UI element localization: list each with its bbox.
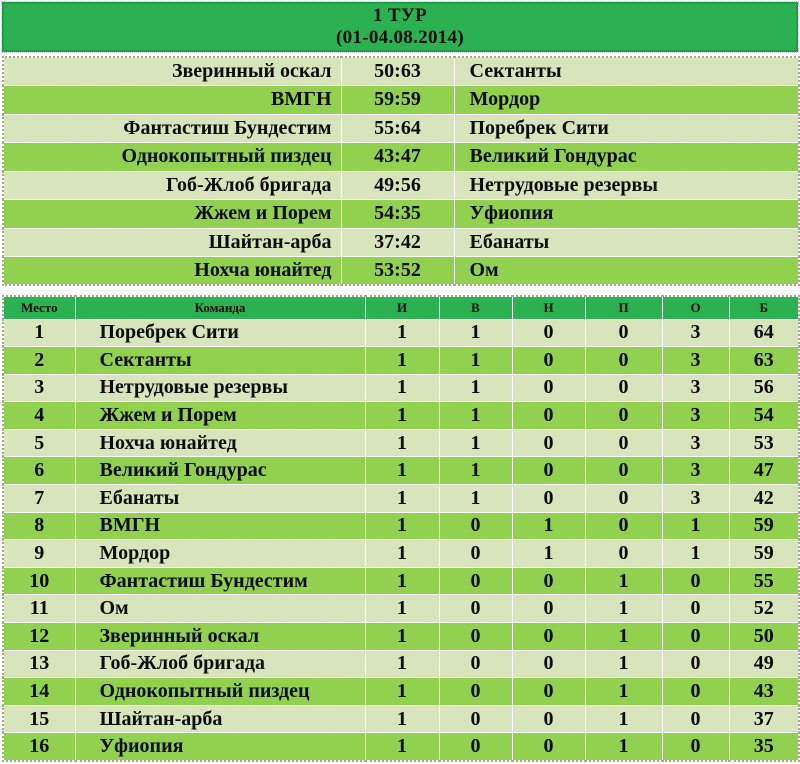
draws-cell: 0 <box>512 623 585 651</box>
home-team-cell: Фантастиш Бундестим <box>3 114 341 143</box>
score-points-cell: 43 <box>729 678 799 706</box>
points-cell: 3 <box>662 319 729 347</box>
team-cell: Шайтан-арба <box>75 705 365 733</box>
place-cell: 11 <box>3 595 75 623</box>
points-cell: 0 <box>662 595 729 623</box>
score-points-cell: 47 <box>729 457 799 485</box>
place-cell: 12 <box>3 623 75 651</box>
score-cell: 53:52 <box>341 257 454 286</box>
wins-cell: 1 <box>439 485 512 513</box>
score-cell: 43:47 <box>341 143 454 172</box>
losses-cell: 0 <box>585 540 662 568</box>
place-cell: 6 <box>3 457 75 485</box>
draws-cell: 0 <box>512 595 585 623</box>
place-cell: 10 <box>3 567 75 595</box>
games-cell: 1 <box>365 347 439 375</box>
place-cell: 13 <box>3 650 75 678</box>
wins-cell: 1 <box>439 347 512 375</box>
team-cell: Нохча юнайтед <box>75 429 365 457</box>
score-cell: 37:42 <box>341 228 454 257</box>
losses-cell: 0 <box>585 512 662 540</box>
match-row <box>3 114 799 143</box>
team-cell: Зверинный оскал <box>75 623 365 651</box>
games-cell: 1 <box>365 319 439 347</box>
standings-row <box>3 623 799 651</box>
score-points-cell: 64 <box>729 319 799 347</box>
team-cell: Поребрек Сити <box>75 319 365 347</box>
standings-row <box>3 485 799 513</box>
score-cell: 50:63 <box>341 57 454 86</box>
points-cell: 0 <box>662 733 729 761</box>
wins-cell: 1 <box>439 319 512 347</box>
place-cell: 1 <box>3 319 75 347</box>
wins-cell: 0 <box>439 512 512 540</box>
wins-cell: 1 <box>439 402 512 430</box>
standings-row <box>3 705 799 733</box>
team-cell: Сектанты <box>75 347 365 375</box>
score-cell: 49:56 <box>341 171 454 200</box>
draws-cell: 0 <box>512 485 585 513</box>
draws-cell: 0 <box>512 402 585 430</box>
match-row <box>3 171 799 200</box>
standings-row <box>3 540 799 568</box>
place-cell: 3 <box>3 374 75 402</box>
team-cell: Нетрудовые резервы <box>75 374 365 402</box>
away-team-cell: Мордор <box>454 86 799 115</box>
standings-header-cell: В <box>439 296 512 319</box>
games-cell: 1 <box>365 429 439 457</box>
standings-header-cell: О <box>662 296 729 319</box>
home-team-cell: Гоб-Жлоб бригада <box>3 171 341 200</box>
home-team-cell: Зверинный оскал <box>3 57 341 86</box>
standings-header-cell: Место <box>3 296 75 319</box>
score-points-cell: 53 <box>729 429 799 457</box>
losses-cell: 1 <box>585 567 662 595</box>
losses-cell: 0 <box>585 457 662 485</box>
away-team-cell: Сектанты <box>454 57 799 86</box>
away-team-cell: Ебанаты <box>454 228 799 257</box>
place-cell: 15 <box>3 705 75 733</box>
standings-header-cell: Команда <box>75 296 365 319</box>
score-cell: 55:64 <box>341 114 454 143</box>
place-cell: 7 <box>3 485 75 513</box>
losses-cell: 0 <box>585 402 662 430</box>
standings-header-row <box>3 296 799 319</box>
draws-cell: 0 <box>512 733 585 761</box>
match-row <box>3 86 799 115</box>
points-cell: 3 <box>662 485 729 513</box>
games-cell: 1 <box>365 678 439 706</box>
away-team-cell: Великий Гондурас <box>454 143 799 172</box>
draws-cell: 1 <box>512 512 585 540</box>
team-cell: Ом <box>75 595 365 623</box>
draws-cell: 0 <box>512 429 585 457</box>
losses-cell: 0 <box>585 319 662 347</box>
team-cell: Однокопытный пиздец <box>75 678 365 706</box>
games-cell: 1 <box>365 623 439 651</box>
standings-row <box>3 512 799 540</box>
draws-cell: 1 <box>512 540 585 568</box>
draws-cell: 0 <box>512 567 585 595</box>
away-team-cell: Нетрудовые резервы <box>454 171 799 200</box>
score-points-cell: 54 <box>729 402 799 430</box>
place-cell: 2 <box>3 347 75 375</box>
losses-cell: 0 <box>585 347 662 375</box>
score-cell: 59:59 <box>341 86 454 115</box>
score-points-cell: 59 <box>729 540 799 568</box>
games-cell: 1 <box>365 705 439 733</box>
standings-row <box>3 678 799 706</box>
wins-cell: 1 <box>439 429 512 457</box>
draws-cell: 0 <box>512 319 585 347</box>
standings-row <box>3 650 799 678</box>
home-team-cell: Однокопытный пиздец <box>3 143 341 172</box>
standings-row <box>3 457 799 485</box>
wins-cell: 0 <box>439 540 512 568</box>
points-cell: 0 <box>662 678 729 706</box>
team-cell: Ебанаты <box>75 485 365 513</box>
team-cell: Уфиопия <box>75 733 365 761</box>
standings-row <box>3 319 799 347</box>
score-points-cell: 52 <box>729 595 799 623</box>
place-cell: 5 <box>3 429 75 457</box>
wins-cell: 0 <box>439 567 512 595</box>
games-cell: 1 <box>365 540 439 568</box>
games-cell: 1 <box>365 457 439 485</box>
match-row <box>3 228 799 257</box>
round-dates: (01-04.08.2014) <box>336 27 464 48</box>
place-cell: 14 <box>3 678 75 706</box>
losses-cell: 1 <box>585 650 662 678</box>
draws-cell: 0 <box>512 374 585 402</box>
standings-header-cell: Б <box>729 296 799 319</box>
draws-cell: 0 <box>512 678 585 706</box>
wins-cell: 1 <box>439 374 512 402</box>
wins-cell: 0 <box>439 623 512 651</box>
team-cell: ВМГН <box>75 512 365 540</box>
points-cell: 3 <box>662 429 729 457</box>
games-cell: 1 <box>365 567 439 595</box>
home-team-cell: Нохча юнайтед <box>3 257 341 286</box>
score-points-cell: 35 <box>729 733 799 761</box>
score-points-cell: 59 <box>729 512 799 540</box>
place-cell: 16 <box>3 733 75 761</box>
draws-cell: 0 <box>512 705 585 733</box>
losses-cell: 1 <box>585 733 662 761</box>
match-row <box>3 57 799 86</box>
standings-row <box>3 429 799 457</box>
standings-row <box>3 347 799 375</box>
standings-row <box>3 733 799 761</box>
losses-cell: 0 <box>585 429 662 457</box>
place-cell: 8 <box>3 512 75 540</box>
points-cell: 0 <box>662 705 729 733</box>
standings-row <box>3 374 799 402</box>
team-cell: Фантастиш Бундестим <box>75 567 365 595</box>
score-cell: 54:35 <box>341 200 454 229</box>
points-cell: 3 <box>662 374 729 402</box>
points-cell: 3 <box>662 457 729 485</box>
points-cell: 0 <box>662 623 729 651</box>
away-team-cell: Поребрек Сити <box>454 114 799 143</box>
round-header <box>2 2 798 52</box>
home-team-cell: Шайтан-арба <box>3 228 341 257</box>
wins-cell: 0 <box>439 705 512 733</box>
team-cell: Жжем и Порем <box>75 402 365 430</box>
table-spacer <box>2 286 798 295</box>
place-cell: 9 <box>3 540 75 568</box>
games-cell: 1 <box>365 650 439 678</box>
points-cell: 0 <box>662 650 729 678</box>
games-cell: 1 <box>365 374 439 402</box>
draws-cell: 0 <box>512 457 585 485</box>
score-points-cell: 56 <box>729 374 799 402</box>
points-cell: 3 <box>662 347 729 375</box>
standings-row <box>3 567 799 595</box>
wins-cell: 0 <box>439 733 512 761</box>
team-cell: Великий Гондурас <box>75 457 365 485</box>
games-cell: 1 <box>365 595 439 623</box>
points-cell: 1 <box>662 540 729 568</box>
home-team-cell: Жжем и Порем <box>3 200 341 229</box>
away-team-cell: Уфиопия <box>454 200 799 229</box>
points-cell: 1 <box>662 512 729 540</box>
losses-cell: 0 <box>585 485 662 513</box>
games-cell: 1 <box>365 402 439 430</box>
points-cell: 3 <box>662 402 729 430</box>
draws-cell: 0 <box>512 347 585 375</box>
standings-header-cell: Н <box>512 296 585 319</box>
losses-cell: 0 <box>585 374 662 402</box>
games-cell: 1 <box>365 733 439 761</box>
losses-cell: 1 <box>585 678 662 706</box>
match-row <box>3 200 799 229</box>
score-points-cell: 50 <box>729 623 799 651</box>
standings-row <box>3 402 799 430</box>
match-row <box>3 257 799 286</box>
standings-table <box>2 295 800 762</box>
away-team-cell: Ом <box>454 257 799 286</box>
standings-header-cell: П <box>585 296 662 319</box>
standings-row <box>3 595 799 623</box>
score-points-cell: 49 <box>729 650 799 678</box>
games-cell: 1 <box>365 512 439 540</box>
team-cell: Мордор <box>75 540 365 568</box>
match-row <box>3 143 799 172</box>
round-title: 1 ТУР <box>373 4 427 26</box>
wins-cell: 0 <box>439 650 512 678</box>
place-cell: 4 <box>3 402 75 430</box>
results-table <box>2 56 800 286</box>
wins-cell: 1 <box>439 457 512 485</box>
team-cell: Гоб-Жлоб бригада <box>75 650 365 678</box>
losses-cell: 1 <box>585 623 662 651</box>
games-cell: 1 <box>365 485 439 513</box>
home-team-cell: ВМГН <box>3 86 341 115</box>
points-cell: 0 <box>662 567 729 595</box>
wins-cell: 0 <box>439 595 512 623</box>
score-points-cell: 55 <box>729 567 799 595</box>
standings-header-cell: И <box>365 296 439 319</box>
losses-cell: 1 <box>585 595 662 623</box>
score-points-cell: 63 <box>729 347 799 375</box>
draws-cell: 0 <box>512 650 585 678</box>
score-points-cell: 37 <box>729 705 799 733</box>
losses-cell: 1 <box>585 705 662 733</box>
score-points-cell: 42 <box>729 485 799 513</box>
wins-cell: 0 <box>439 678 512 706</box>
